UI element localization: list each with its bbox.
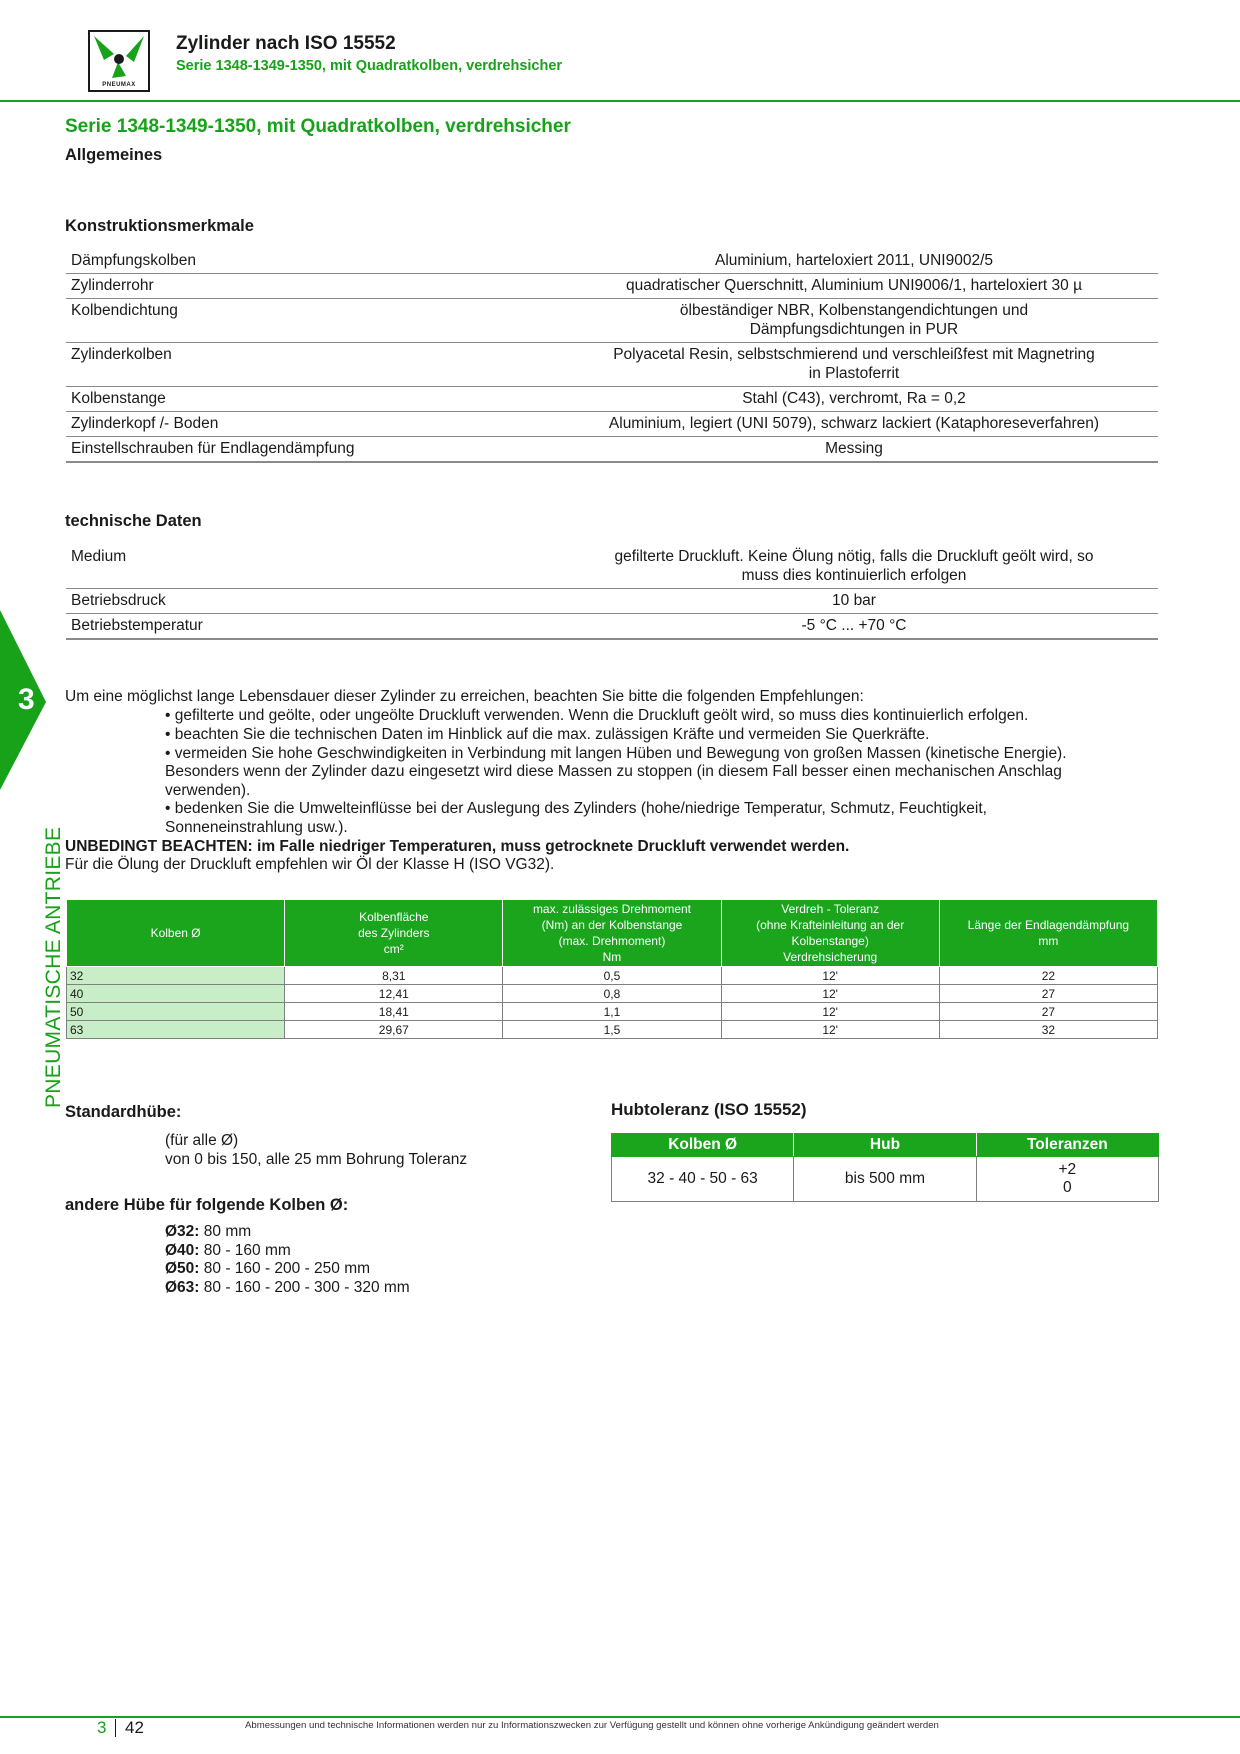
recommendation-intro: Um eine möglichst lange Lebensdauer dieser Zylinder zu erreichen, beachten Sie bitte die folgenden Empfehlungen: (65, 688, 864, 705)
column-header-line: des Zylinders (358, 926, 430, 940)
recommendation-text: Sonneneinstrahlung usw.). (165, 819, 348, 836)
table-cell: 12' (721, 967, 939, 985)
table-cell: 63 (67, 1021, 285, 1039)
oil-recommendation: Für die Ölung der Druckluft empfehlen wir Öl der Klasse H (ISO VG32). (65, 856, 555, 873)
column-header-line: (ohne Krafteinleitung an der (756, 918, 905, 932)
recommendation-bullet: • vermeiden Sie hohe Geschwindigkeiten in Verbindung mit langen Hüben und Bewegung von großen Massen (kinetische Energie). (165, 745, 1067, 762)
column-header: Kolben Ø (612, 1134, 794, 1157)
column-header (939, 900, 1157, 967)
table-cell: 40 (67, 985, 285, 1003)
construction-value-line: ölbeständiger NBR, Kolbenstangendichtungen und (679, 302, 1029, 319)
table-row (67, 967, 1158, 985)
tolerance-table (611, 1133, 1159, 1202)
construction-label: Kolbendichtung (71, 302, 178, 319)
table-cell: 1,5 (503, 1021, 721, 1039)
table-cell: 27 (939, 985, 1157, 1003)
construction-label: Kolbenstange (71, 390, 166, 407)
table-cell: 12' (721, 1021, 939, 1039)
column-header (285, 900, 503, 967)
table-row (67, 1003, 1158, 1021)
technical-label: Medium (71, 548, 127, 565)
table-cell: 22 (939, 967, 1157, 985)
tolerance-table-header (612, 1134, 1159, 1157)
construction-table (66, 249, 1158, 463)
construction-value-line: Dämpfungsdichtungen in PUR (749, 321, 959, 338)
construction-row (66, 299, 1158, 343)
table-cell: 12' (721, 985, 939, 1003)
table-cell: bis 500 mm (794, 1157, 976, 1202)
construction-heading: Konstruktionsmerkmale (65, 217, 254, 235)
construction-value: quadratischer Querschnitt, Aluminium UNI9006/1, harteloxiert 30 µ (625, 277, 1083, 294)
footer-separator (115, 1719, 116, 1737)
stroke-item (165, 1241, 291, 1260)
stroke-item-label: Ø50: (165, 1260, 200, 1277)
torque-table-header (67, 900, 1158, 967)
construction-label: Dämpfungskolben (71, 252, 196, 269)
column-header (67, 900, 285, 967)
footer-divider (0, 1716, 1240, 1718)
header-divider (0, 100, 1240, 102)
construction-value: Stahl (C43), verchromt, Ra = 0,2 (742, 390, 966, 407)
table-cell: 1,1 (503, 1003, 721, 1021)
technical-row (66, 614, 1158, 640)
table-cell: 8,31 (285, 967, 503, 985)
standard-strokes-heading: Standardhübe: (65, 1103, 182, 1121)
table-cell: 32 (67, 967, 285, 985)
technical-value (556, 547, 1158, 585)
table-cell: 29,67 (285, 1021, 503, 1039)
header-title: Zylinder nach ISO 15552 (176, 33, 396, 54)
stroke-item-label: Ø40: (165, 1242, 200, 1259)
column-header: Toleranzen (976, 1134, 1158, 1157)
technical-label: Betriebsdruck (71, 592, 166, 609)
column-header-line: Verdreh - Toleranz (781, 902, 880, 916)
column-header-line: (max. Drehmoment) (558, 934, 666, 948)
page-number: 42 (125, 1718, 144, 1737)
technical-table (66, 545, 1158, 640)
construction-value (556, 301, 1158, 339)
chapter-number: 3 (18, 683, 35, 716)
construction-row (66, 249, 1158, 274)
table-cell: 0,8 (503, 985, 721, 1003)
tolerance-heading: Hubtoleranz (ISO 15552) (611, 1100, 807, 1119)
standard-strokes-text: (für alle Ø) (165, 1132, 239, 1149)
table-cell: 32 - 40 - 50 - 63 (612, 1157, 794, 1202)
footer-disclaimer: Abmessungen und technische Informationen werden nur zu Informationszwecken zur Verfügung gestellt und können ohne vorherige Ankündigung geändert werden (245, 1720, 939, 1731)
technical-heading: technische Daten (65, 512, 202, 530)
table-cell: 12,41 (285, 985, 503, 1003)
column-header-line: Nm (602, 950, 622, 964)
stroke-item (165, 1222, 251, 1241)
stroke-item-value: 80 mm (199, 1223, 252, 1240)
construction-row (66, 437, 1158, 463)
stroke-item-value: 80 - 160 mm (199, 1242, 291, 1259)
technical-label: Betriebstemperatur (71, 617, 203, 634)
header-subtitle: Serie 1348-1349-1350, mit Quadratkolben, verdrehsicher (176, 58, 563, 74)
construction-value: Messing (825, 440, 883, 457)
stroke-item-value: 80 - 160 - 200 - 300 - 320 mm (199, 1279, 410, 1296)
stroke-item-label: Ø32: (165, 1223, 200, 1240)
column-header-line: mm (1038, 934, 1059, 948)
recommendation-bullet: • gefilterte und geölte, oder ungeölte Druckluft verwenden. Wenn die Druckluft geölt wird, so muss dies kontinuierlich erfolgen. (165, 707, 1029, 724)
technical-value-line: muss dies kontinuierlich erfolgen (741, 567, 967, 584)
construction-row (66, 387, 1158, 412)
logo-mark-icon (90, 32, 148, 82)
table-row (612, 1157, 1159, 1202)
column-header-line: cm² (383, 942, 404, 956)
chapter-label: PNEUMATISCHE ANTRIEBE (42, 826, 65, 1108)
page-title: Serie 1348-1349-1350, mit Quadratkolben, verdrehsicher (65, 116, 571, 137)
technical-value: -5 °C ... +70 °C (801, 617, 907, 634)
page-subtitle: Allgemeines (65, 146, 163, 164)
recommendation-text: Besonders wenn der Zylinder dazu eingesetzt wird diese Massen zu stoppen (in diesem Fall besser einen mechanischen Anschlag (165, 763, 1062, 780)
recommendation-text: verwenden). (165, 782, 251, 799)
construction-value-line: Polyacetal Resin, selbstschmierend und verschleißfest mit Magnetring (613, 346, 1095, 363)
column-header-line: (Nm) an der Kolbenstange (541, 918, 683, 932)
table-cell: 27 (939, 1003, 1157, 1021)
column-header (721, 900, 939, 967)
construction-label: Zylinderrohr (71, 277, 154, 294)
column-header: Hub (794, 1134, 976, 1157)
column-header-line: Kolbenstange) (791, 934, 869, 948)
column-header (503, 900, 721, 967)
recommendation-bullet: • beachten Sie die technischen Daten im Hinblick auf die max. zulässigen Kräfte und vermeiden Sie Querkräfte. (165, 726, 930, 743)
construction-value: Aluminium, harteloxiert 2011, UNI9002/5 (715, 252, 993, 269)
table-cell: 50 (67, 1003, 285, 1021)
recommendation-bullet: • bedenken Sie die Umwelteinflüsse bei der Auslegung des Zylinders (hohe/niedrige Temperatur, Schmutz, Feuchtigkeit, (165, 800, 987, 817)
stroke-item-label: Ø63: (165, 1279, 200, 1296)
stroke-item-value: 80 - 160 - 200 - 250 mm (199, 1260, 371, 1277)
technical-value-line: gefilterte Druckluft. Keine Ölung nötig, falls die Druckluft geölt wird, so (614, 548, 1094, 565)
torque-table (66, 899, 1158, 1039)
table-cell: 32 (939, 1021, 1157, 1039)
table-cell: 18,41 (285, 1003, 503, 1021)
construction-row (66, 412, 1158, 437)
table-cell: 12' (721, 1003, 939, 1021)
construction-label: Zylinderkolben (71, 346, 172, 363)
construction-value (556, 345, 1158, 383)
column-header-line: Kolben Ø (150, 926, 201, 940)
stroke-item (165, 1278, 410, 1297)
technical-row (66, 545, 1158, 589)
construction-value: Aluminium, legiert (UNI 5079), schwarz lackiert (Kataphoreseverfahren) (608, 415, 1100, 432)
table-row (67, 1021, 1158, 1039)
construction-value-line: in Plastoferrit (808, 365, 900, 382)
other-strokes-heading: andere Hübe für folgende Kolben Ø: (65, 1196, 349, 1214)
construction-row (66, 274, 1158, 299)
table-cell: 0,5 (503, 967, 721, 985)
tolerance-plus: +2 (1058, 1161, 1077, 1178)
tolerance-minus: 0 (1063, 1179, 1072, 1196)
stroke-item (165, 1259, 370, 1278)
pneumax-logo (88, 30, 150, 92)
table-row (67, 985, 1158, 1003)
warning-text: UNBEDINGT BEACHTEN: im Falle niedriger Temperaturen, muss getrocknete Druckluft verwendet werden. (65, 838, 850, 855)
column-header-line: Kolbenfläche (359, 910, 429, 924)
technical-row (66, 589, 1158, 614)
column-header-line: Länge der Endlagendämpfung (967, 918, 1130, 932)
construction-row (66, 343, 1158, 387)
table-cell (976, 1157, 1158, 1202)
technical-value: 10 bar (832, 592, 876, 609)
construction-label: Zylinderkopf /- Boden (71, 415, 219, 432)
column-header-line: Verdrehsicherung (783, 950, 878, 964)
construction-label: Einstellschrauben für Endlagendämpfung (71, 440, 355, 457)
standard-strokes-text: von 0 bis 150, alle 25 mm Bohrung Toleranz (165, 1151, 468, 1168)
column-header-line: max. zulässiges Drehmoment (532, 902, 691, 916)
footer-chapter: 3 (97, 1718, 107, 1737)
logo-text: PNEUMAX (102, 82, 136, 88)
